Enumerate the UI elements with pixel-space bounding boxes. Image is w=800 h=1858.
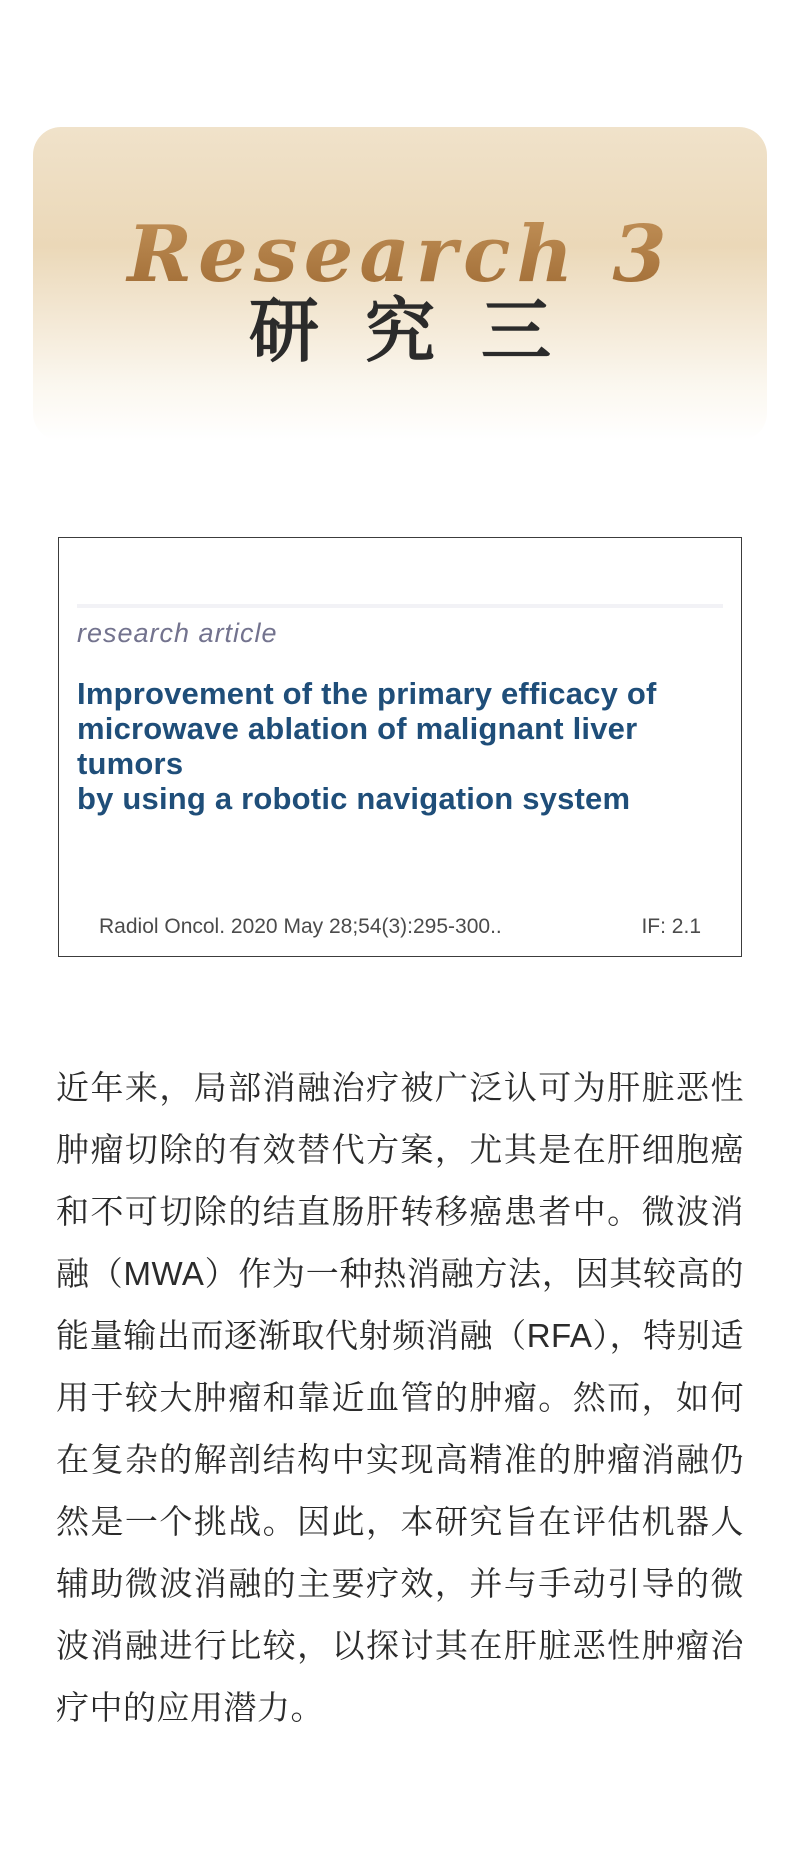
hero-title-english: Research 3	[33, 127, 767, 297]
impact-factor: IF: 2.1	[641, 915, 701, 938]
hero-title-chinese: 研究三	[249, 294, 597, 371]
hero-banner	[33, 127, 767, 441]
article-title-line: Improvement of the primary efficacy of	[77, 676, 657, 711]
card-top-divider	[77, 604, 723, 608]
article-type-label: research article	[77, 618, 278, 648]
journal-article-card	[58, 537, 742, 957]
article-title	[77, 676, 723, 816]
citation-text: Radiol Oncol. 2020 May 28;54(3):295-300..	[99, 915, 502, 938]
citation-row	[77, 914, 723, 940]
article-title-line: by using a robotic navigation system	[77, 781, 631, 816]
page	[0, 127, 800, 1739]
article-title-line: microwave ablation of malignant liver tumors	[77, 711, 638, 781]
body-paragraph: 近年来，局部消融治疗被广泛认可为肝脏恶性肿瘤切除的有效替代方案，尤其是在肝细胞癌和不可切除的结直肠肝转移癌患者中。微波消融（MWA）作为一种热消融方法，因其较高的能量输出而逐渐取代射频消融（RFA），特别适用于较大肿瘤和靠近血管的肿瘤。然而，如何在复杂的解剖结构中实现高精准的肿瘤消融仍然是一个挑战。因此，本研究旨在评估机器人辅助微波消融的主要疗效，并与手动引导的微波消融进行比较，以探讨其在肝脏恶性肿瘤治疗中的应用潜力。	[56, 1069, 744, 1726]
